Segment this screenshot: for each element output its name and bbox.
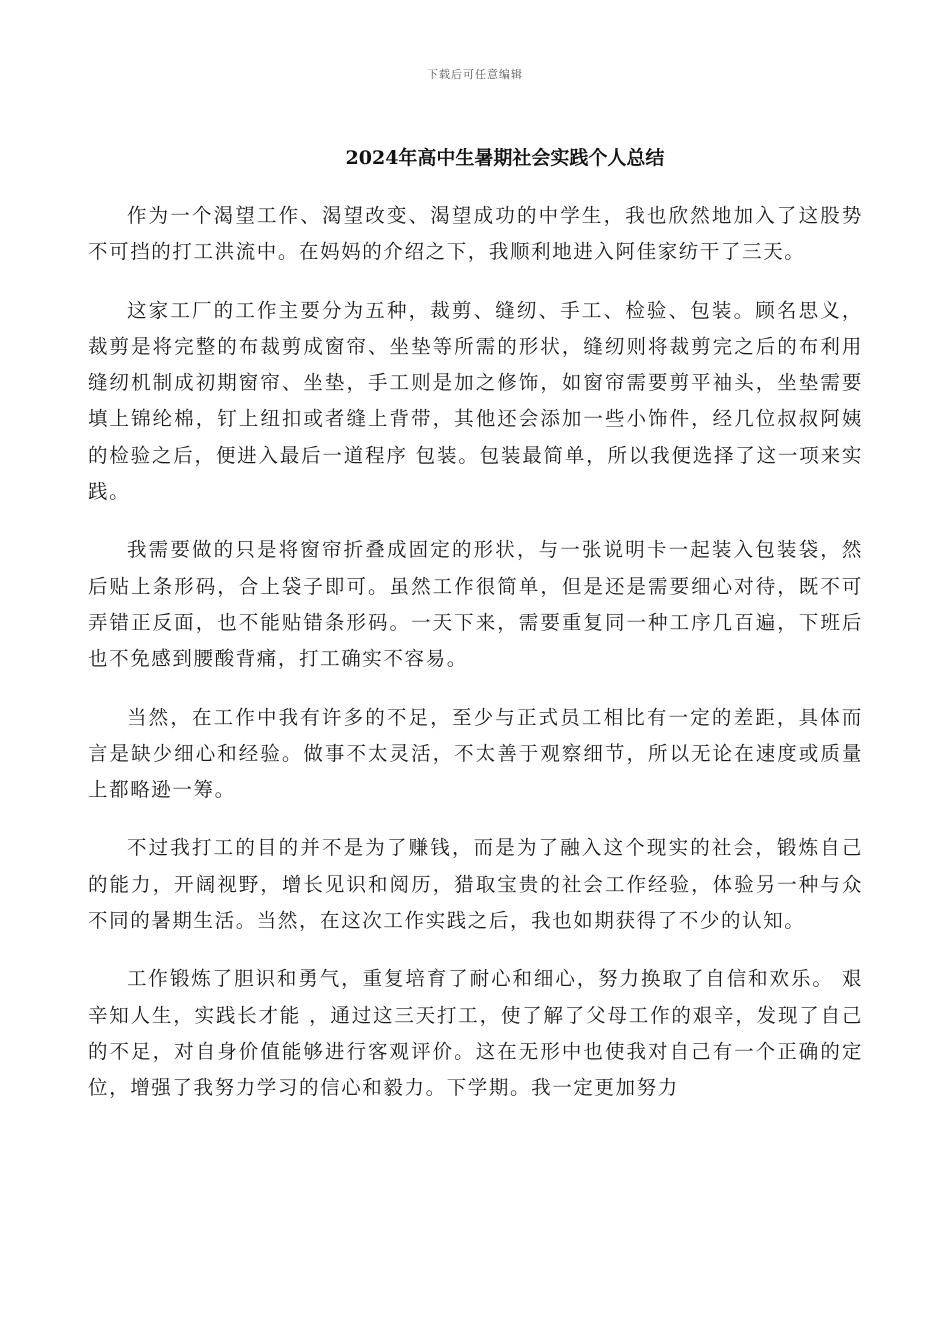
paragraph-3: 我需要做的只是将窗帘折叠成固定的形状，与一张说明卡一起装入包装袋，然后贴上条形码，合上袋子即可。虽然工作很简单，但是还是需要细心对待，既不可弄错正反面，也不能贴错条形码。一天下来，需要重复同一种工序几百遍，下班后也不免感到腰酸背痛，打工确实不容易。	[88, 538, 863, 671]
paragraph-6: 工作锻炼了胆识和勇气，重复培育了耐心和细心，努力换取了自信和欢乐。 艰辛知人生，实践长才能 ，通过这三天打工，使了解了父母工作的艰辛，发现了自己的不足，对自身价值能够进行客观评价。这在无形中也使我对自己有一个正确的定位，增强了我努力学习的信心和毅力。下学期。我一定更加努力	[88, 967, 863, 1100]
paragraph-1: 作为一个渴望工作、渴望改变、渴望成功的中学生，我也欣然地加入了这股势不可挡的打工洪流中。在妈妈的介绍之下，我顺利地进入阿佳家纺干了三天。	[88, 204, 863, 264]
header-note: 下载后可任意编辑	[427, 68, 523, 81]
document-title: 2024年高中生暑期社会实践个人总结	[345, 147, 665, 169]
document-body	[88, 198, 863, 1129]
paragraph-4: 当然，在工作中我有许多的不足，至少与正式员工相比有一定的差距，具体而言是缺少细心和经验。做事不太灵活，不太善于观察细节，所以无论在速度或质量上都略逊一筹。	[88, 705, 863, 802]
paragraph-5: 不过我打工的目的并不是为了赚钱，而是为了融入这个现实的社会，锻炼自己的能力，开阔视野，增长见识和阅历，猎取宝贵的社会工作经验，体验另一种与众不同的暑期生活。当然，在这次工作实践之后，我也如期获得了不少的认知。	[88, 836, 863, 933]
paragraph-2: 这家工厂的工作主要分为五种，裁剪、缝纫、手工、检验、包装。顾名思义，裁剪是将完整的布裁剪成窗帘、坐垫等所需的形状，缝纫则将裁剪完之后的布利用缝纫机制成初期窗帘、坐垫，手工则是加之修饰，如窗帘需要剪平袖头，坐垫需要填上锦纶棉，钉上纽扣或者缝上背带，其他还会添加一些小饰件，经几位叔叔阿姨的检验之后，便进入最后一道程序 包装。包装最简单，所以我便选择了这一项来实践。	[88, 298, 863, 504]
